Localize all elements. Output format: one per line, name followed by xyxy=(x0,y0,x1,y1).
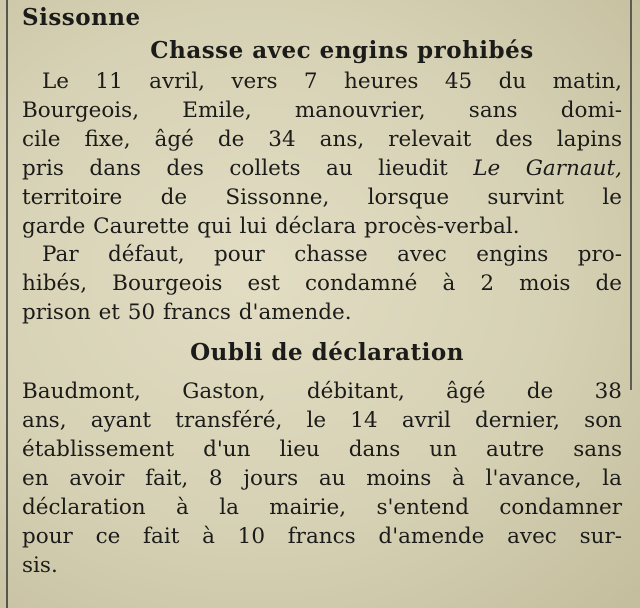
article-column xyxy=(22,2,622,581)
text-line: déclaration à la mairie, s'entend condamner xyxy=(22,494,622,520)
text-line: Le 11 avril, vers 7 heures 45 du matin, xyxy=(42,69,622,94)
text-line xyxy=(22,155,622,184)
section-heading-chasse: Chasse avec engins prohibés xyxy=(150,37,534,64)
text-line: prison et 50 francs d'amende. xyxy=(22,300,352,326)
column-rule-right xyxy=(630,0,632,390)
text-line: territoire de Sissonne, lorsque survint le xyxy=(22,184,622,210)
text-line: pour ce fait à 10 francs d'amende avec sur- xyxy=(22,523,622,549)
column-rule-left xyxy=(6,0,8,608)
text-line: Bourgeois, Emile, manouvrier, sans domi- xyxy=(22,97,622,123)
text-line: en avoir fait, 8 jours au moins à l'avance, la xyxy=(22,465,622,491)
paragraph-declaration xyxy=(22,378,622,580)
paragraph-chasse-verdict xyxy=(22,241,622,328)
section-heading-declaration: Oubli de déclaration xyxy=(190,339,464,367)
section-gap xyxy=(22,370,622,378)
text-line: établissement d'un lieu dans un autre sans xyxy=(22,436,622,462)
text-line: Par défaut, pour chasse avec engins pro- xyxy=(42,242,622,268)
text-segment: pris dans des collets au lieudit xyxy=(22,155,448,181)
text-line: ans, ayant transféré, le 14 avril dernier, son xyxy=(22,408,622,434)
text-line: sis. xyxy=(22,552,58,578)
place-name: Le Garnaut, xyxy=(473,155,622,181)
town-heading: Sissonne xyxy=(22,4,141,31)
paragraph-chasse-facts xyxy=(22,68,622,241)
text-line: hibés, Bourgeois est condamné à 2 mois de xyxy=(22,271,622,297)
section-gap xyxy=(22,328,622,336)
text-line: garde Caurette qui lui déclara procès-verbal. xyxy=(22,213,520,239)
text-line: Baudmont, Gaston, débitant, âgé de 38 xyxy=(22,379,622,405)
text-line: cile fixe, âgé de 34 ans, relevait des lapins xyxy=(22,126,622,152)
